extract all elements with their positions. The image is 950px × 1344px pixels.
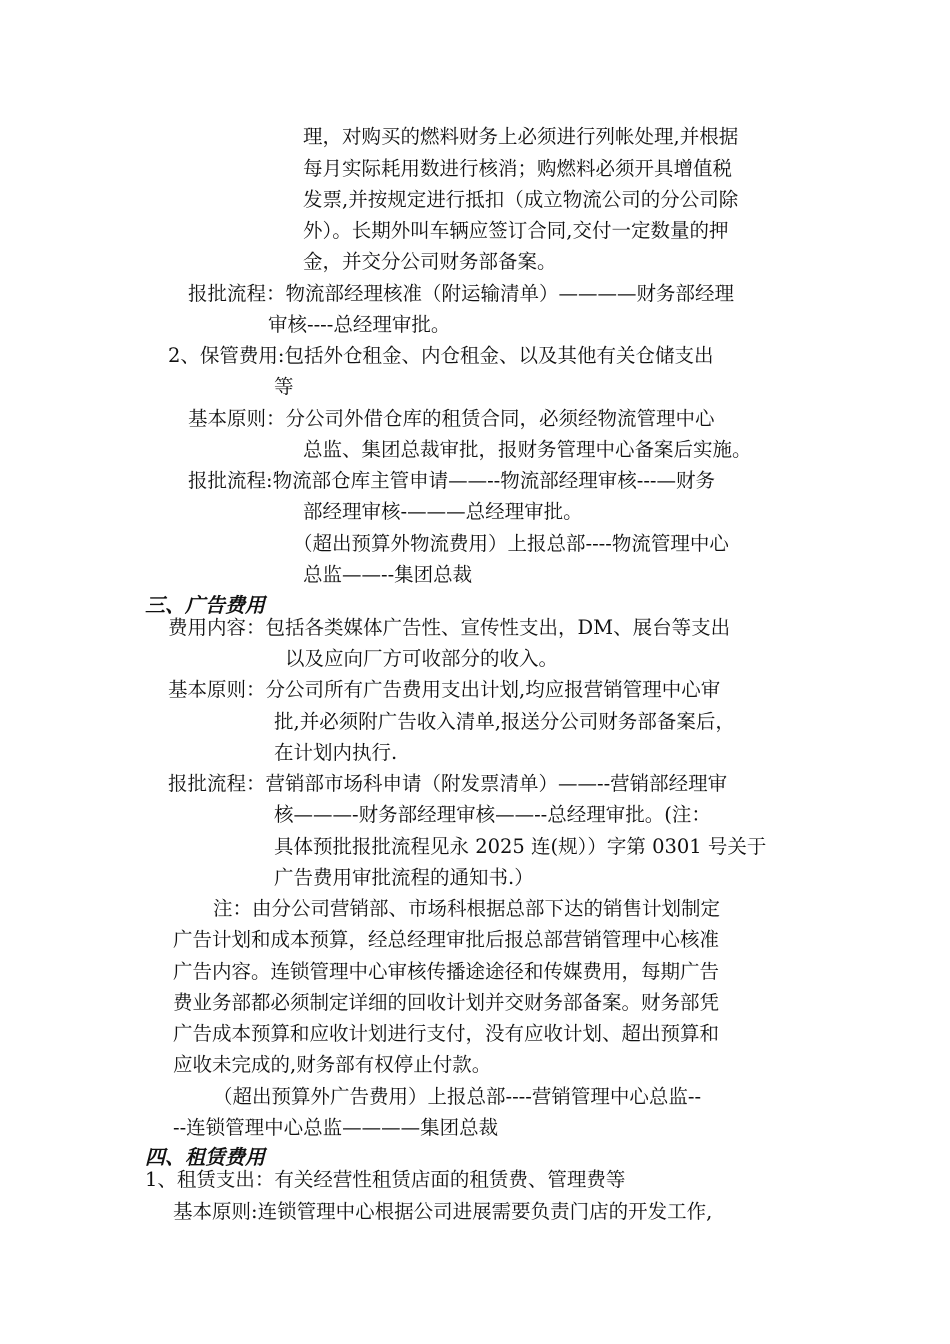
paragraph-line: 理，对购买的燃料财务上必须进行列帐处理,并根据: [303, 125, 739, 148]
principle-line: 批,并必须附广告收入清单,报送分公司财务部备案后，: [274, 710, 735, 733]
content-line: 以及应向厂方可收部分的收入。: [285, 647, 559, 670]
approval-flow-line: 报批流程：营销部市场科申请（附发票清单）——--营销部经理审: [168, 772, 728, 795]
approval-flow-line: 报批流程：物流部经理核准（附运输清单）————财务部经理: [188, 282, 735, 305]
storage-title-cont: 等: [274, 375, 294, 398]
approval-flow-line: 广告费用审批流程的通知书.）: [274, 866, 534, 889]
section-heading: 三、广告费用: [145, 593, 265, 617]
principle-line: 基本原则:连锁管理中心根据公司进展需要负责门店的开发工作,: [173, 1200, 713, 1223]
lease-item: 1、租赁支出：有关经营性租赁店面的租赁费、管理费等: [145, 1168, 626, 1191]
note-line: 费业务部都必须制定详细的回收计划并交财务部备案。财务部凭: [173, 991, 720, 1014]
overbudget-line: --连锁管理中心总监————集团总裁: [173, 1116, 499, 1139]
section-heading: 四、租赁费用: [145, 1145, 265, 1169]
approval-flow-line: 具体预批报批流程见永 2025 连(规））字第 0301 号关于: [274, 835, 767, 858]
note-line: 注：由分公司营销部、市场科根据总部下达的销售计划制定: [213, 897, 721, 920]
overbudget-line: （超出预算外广告费用）上报总部----营销管理中心总监--: [213, 1085, 702, 1108]
paragraph-line: 每月实际耗用数进行核消；购燃料必须开具增值税: [303, 157, 733, 180]
approval-flow-line: 核———-财务部经理审核——--总经理审批。(注：: [274, 803, 711, 826]
note-line: 广告内容。连锁管理中心审核传播途途径和传媒费用，每期广告: [173, 960, 720, 983]
principle-line: 基本原则：分公司所有广告费用支出计划,均应报营销管理中心审: [168, 678, 721, 701]
storage-title: 2、保管费用:包括外仓租金、内仓租金、以及其他有关仓储支出: [168, 344, 714, 367]
approval-flow-line: 审核----总经理审批。: [268, 313, 451, 336]
overbudget-line: （超出预算外物流费用）上报总部----物流管理中心: [293, 532, 729, 555]
note-line: 广告成本预算和应收计划进行支付，没有应收计划、超出预算和: [173, 1022, 720, 1045]
approval-flow-line: 报批流程:物流部仓库主管申请——--物流部经理审核---—财务: [188, 469, 716, 492]
paragraph-line: 外）。长期外叫车辆应签订合同,交付一定数量的押: [303, 219, 729, 242]
note-line: 应收未完成的,财务部有权停止付款。: [173, 1053, 492, 1076]
paragraph-line: 金，并交分公司财务部备案。: [303, 250, 557, 273]
paragraph-line: 发票,并按规定进行抵扣（成立物流公司的分公司除: [303, 188, 739, 211]
approval-flow-line: 部经理审核-———总经理审批。: [303, 500, 583, 523]
overbudget-line: 总监——--集团总裁: [303, 563, 473, 586]
principle-line: 在计划内执行.: [274, 741, 398, 764]
content-line: 费用内容：包括各类媒体广告性、宣传性支出，DM、展台等支出: [168, 616, 731, 639]
principle-line: 基本原则：分公司外借仓库的租赁合同，必须经物流管理中心: [188, 407, 715, 430]
note-line: 广告计划和成本预算，经总经理审批后报总部营销管理中心核准: [173, 928, 720, 951]
principle-line: 总监、集团总裁审批，报财务管理中心备案后实施。: [303, 438, 752, 461]
